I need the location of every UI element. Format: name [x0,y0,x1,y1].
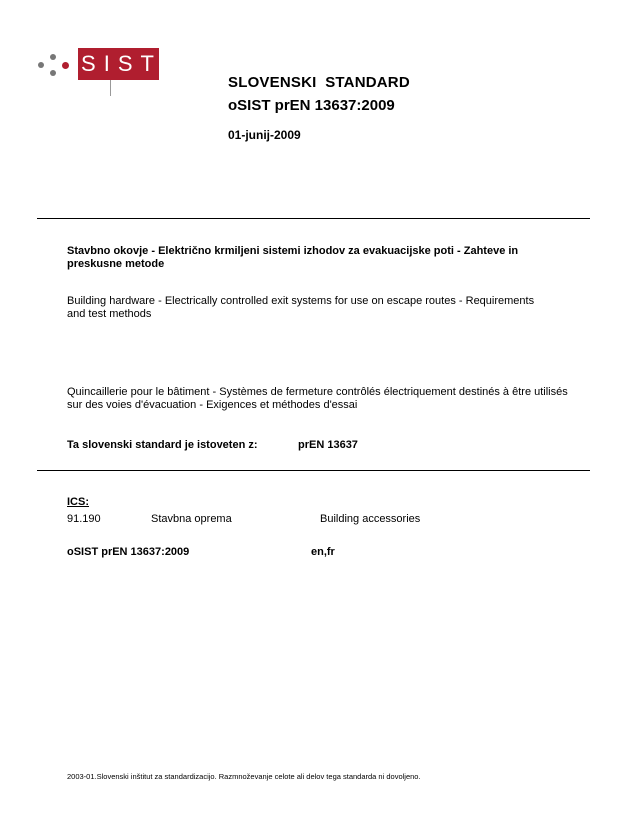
summary-code: oSIST prEN 13637:2009 [67,546,190,558]
standard-date: 01-junij-2009 [228,128,301,142]
identical-label: Ta slovenski standard je istoveten z: [67,439,258,451]
top-divider [37,218,590,219]
ics-label: ICS: [67,496,89,508]
title-french: Quincaillerie pour le bâtiment - Systèmes de fermeture contrôlés électriquement destinés à être utilisés sur des voies d'évacuation - Exigences et méthodes d'essai [67,386,568,411]
standard-code: oSIST prEN 13637:2009 [228,97,395,114]
logo-divider [110,80,111,96]
copyright-footer: 2003-01.Slovenski inštitut za standardizacijo. Razmnoževanje celote ali delov tega standarda ni dovoljeno. [67,772,421,781]
logo-wordmark: SIST [78,48,159,80]
logo-dot-icon [38,62,44,68]
ics-code: 91.190 [67,513,101,525]
standard-heading: SLOVENSKI STANDARD [228,74,410,91]
logo-dot-icon [50,54,56,60]
title-slovenian: Stavbno okovje - Električno krmiljeni sistemi izhodov za evakuacijske poti - Zahteve in preskusne metode [67,245,519,270]
logo-dot-icon [50,70,56,76]
title-english: Building hardware - Electrically controlled exit systems for use on escape routes - Requirements and test methods [67,295,535,320]
logo-dot-icon [62,62,69,69]
identical-value: prEN 13637 [298,439,358,451]
ics-name-sl: Stavbna oprema [151,513,232,525]
bottom-divider [37,470,590,471]
ics-name-en: Building accessories [320,513,421,525]
summary-languages: en,fr [311,546,335,558]
